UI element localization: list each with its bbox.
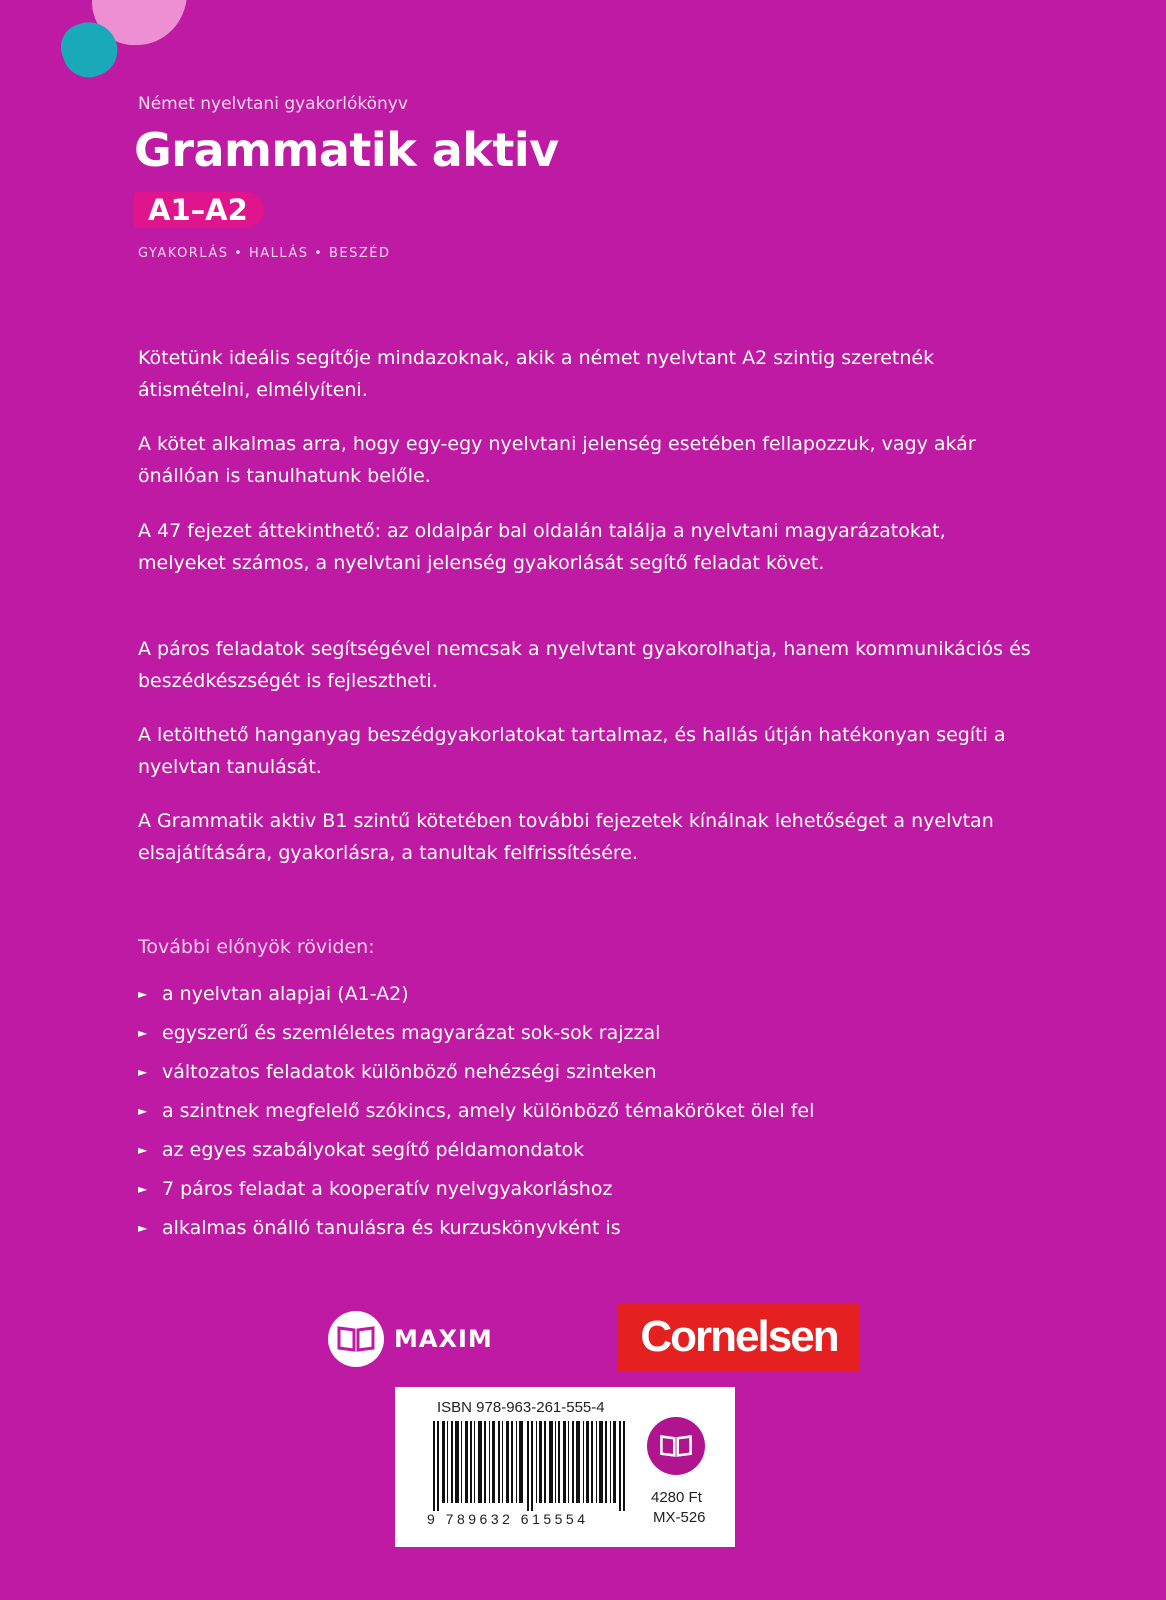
advantage-item xyxy=(138,981,409,1007)
advantages-heading: További előnyök röviden: xyxy=(138,936,375,958)
advantage-text: egyszerű és szemléletes magyarázat sok-sok rajzzal xyxy=(162,1022,661,1044)
description-paragraph: A Grammatik aktiv B1 szintű kötetében további fejezetek kínálnak lehetőséget a nyelvtan elsajátítására, gyakorlásra, a tanultak felfrissítésére. xyxy=(138,810,994,864)
book-title: Grammatik aktiv xyxy=(134,123,559,177)
triangle-bullet-icon: ► xyxy=(138,987,148,1001)
cornelsen-logo: Cornelsen xyxy=(618,1303,860,1371)
book-subtitle: Német nyelvtani gyakorlókönyv xyxy=(138,94,408,114)
price-text: 4280 Ft xyxy=(651,1489,702,1506)
product-code: MX-526 xyxy=(653,1509,706,1526)
advantage-text: a nyelvtan alapjai (A1-A2) xyxy=(162,983,409,1005)
description-paragraph: A letölthető hanganyag beszédgyakorlatokat tartalmaz, és hallás útján hatékonyan segíti a nyelvtan tanulását. xyxy=(138,724,1006,778)
description-paragraph: A 47 fejezet áttekinthető: az oldalpár bal oldalán találja a nyelvtani magyarázatokat, melyeket számos, a nyelvtani jelenség gyakorlását segítő feladat követ. xyxy=(138,520,946,574)
level-badge: A1–A2 xyxy=(134,192,264,228)
triangle-bullet-icon: ► xyxy=(138,1143,148,1157)
advantage-item xyxy=(138,1020,660,1046)
triangle-bullet-icon: ► xyxy=(138,1182,148,1196)
barcode-digits: 9 789632 615554 xyxy=(427,1511,589,1527)
advantage-item xyxy=(138,1137,584,1163)
description-paragraph: A kötet alkalmas arra, hogy egy-egy nyelvtani jelenség esetében fellapozzuk, vagy akár önállóan is tanulhatunk belőle. xyxy=(138,433,976,487)
book-icon xyxy=(328,1311,384,1367)
advantage-text: a szintnek megfelelő szókincs, amely különböző témaköröket ölel fel xyxy=(162,1100,815,1122)
advantage-item xyxy=(138,1215,621,1241)
advantage-text: alkalmas önálló tanulásra és kurzuskönyvként is xyxy=(162,1217,621,1239)
skills-line: GYAKORLÁS • HALLÁS • BESZÉD xyxy=(138,246,391,261)
advantage-text: 7 páros feladat a kooperatív nyelvgyakorláshoz xyxy=(162,1178,613,1200)
advantage-item xyxy=(138,1059,657,1085)
description-paragraph: Kötetünk ideális segítője mindazoknak, akik a német nyelvtant A2 szintig szeretnék átismételni, elmélyíteni. xyxy=(138,347,935,401)
advantage-text: változatos feladatok különböző nehézségi szinteken xyxy=(162,1061,657,1083)
maxim-logo xyxy=(328,1311,493,1367)
barcode-icon xyxy=(433,1421,633,1511)
triangle-bullet-icon: ► xyxy=(138,1221,148,1235)
barcode-label xyxy=(395,1387,735,1547)
description-paragraph: A páros feladatok segítségével nemcsak a nyelvtant gyakorolhatja, hanem kommunikációs és beszédkészségét is fejlesztheti. xyxy=(138,638,1031,692)
advantage-text: az egyes szabályokat segítő példamondatok xyxy=(162,1139,585,1161)
advantage-item xyxy=(138,1176,612,1202)
maxim-wordmark: MAXIM xyxy=(394,1325,493,1353)
triangle-bullet-icon: ► xyxy=(138,1026,148,1040)
maxim-seal-icon xyxy=(647,1417,705,1475)
triangle-bullet-icon: ► xyxy=(138,1104,148,1118)
isbn-text: ISBN 978-963-261-555-4 xyxy=(437,1399,605,1416)
advantage-item xyxy=(138,1098,814,1124)
triangle-bullet-icon: ► xyxy=(138,1065,148,1079)
